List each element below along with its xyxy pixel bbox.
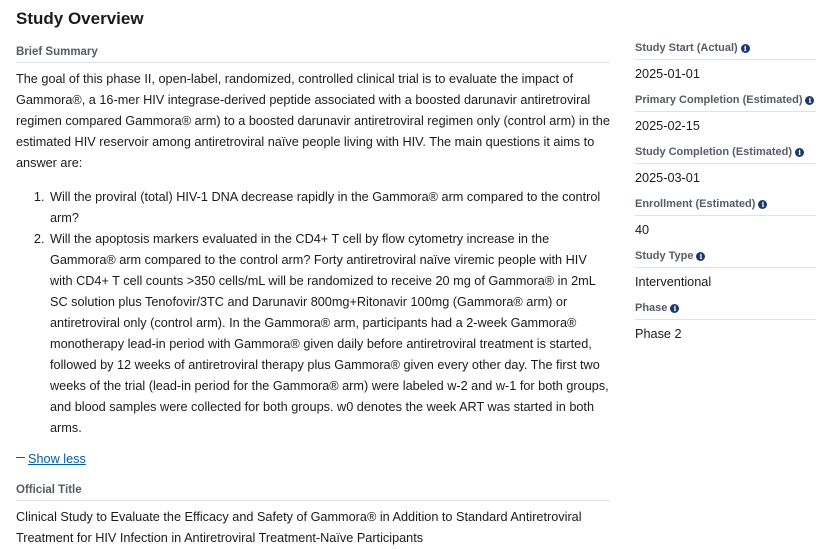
- collapse-dash-icon: [16, 457, 25, 458]
- stat-label: Study Start (Actual) i: [635, 38, 816, 60]
- info-icon[interactable]: i: [696, 252, 705, 261]
- stat-value: Phase 2: [635, 327, 682, 341]
- page-title: Study Overview: [16, 9, 144, 28]
- stat-value: 2025-03-01: [635, 171, 700, 185]
- stat-value: Interventional: [635, 275, 712, 289]
- question-list: [16, 187, 610, 439]
- brief-summary-intro: The goal of this phase II, open-label, randomized, controlled clinical trial is to evaluate the impact of Gammora®, a 16-mer HIV integrase-derived peptide associated with a boosted darunavir antiretroviral regimen compared Gammora® arm) to a boosted darunavir antiretroviral regimen only (control arm) in the estimated HIV reservoir among antiretroviral naïve people living with HIV. The main questions it aims to answer are:: [16, 72, 610, 170]
- stat-label: Phase i: [635, 298, 816, 320]
- show-less-link[interactable]: Show less: [28, 452, 86, 466]
- official-title-label: Official Title: [16, 483, 610, 501]
- stat-phase: [635, 298, 816, 343]
- stat-value: 40: [635, 223, 650, 237]
- stat-value: 2025-01-01: [635, 67, 700, 81]
- stat-label: Study Type i: [635, 246, 816, 268]
- info-icon[interactable]: i: [741, 44, 750, 53]
- info-icon[interactable]: i: [670, 304, 679, 313]
- info-icon[interactable]: i: [758, 200, 767, 209]
- stat-value: 2025-02-15: [635, 119, 700, 133]
- stat-study-start: [635, 38, 816, 83]
- info-icon[interactable]: i: [805, 96, 814, 105]
- brief-summary-label: Brief Summary: [16, 45, 610, 63]
- question-item: 1. Will the proviral (total) HIV-1 DNA decrease rapidly in the Gammora® arm compared to the control arm?: [48, 187, 610, 229]
- stat-enrollment: [635, 194, 816, 239]
- stat-label: Study Completion (Estimated) i: [635, 142, 816, 164]
- stat-study-type: [635, 246, 816, 291]
- info-icon[interactable]: i: [795, 148, 804, 157]
- question-item: 2. Will the apoptosis markers evaluated in the CD4+ T cell by flow cytometry increase in the Gammora® arm compared to the control arm? Forty antiretroviral naïve viremic people with HIV with CD4+ T cell counts >350 cells/mL will be randomized to receive 20 mg of Gammora® in 2mL SC solution plus Tenofovir/3TC and Darunavir 800mg+Ritonavir 100mg (Gammora® arm) or antiretroviral only (control arm). In the Gammora® arm, participants had a 2-week Gammora® monotherapy lead-in period with Gammora® given daily before antiretroviral treatment is started, followed by 12 weeks of antiretroviral therapy plus Gammora® given every other day. The first two weeks of the trial (lead-in period for the Gammora® arm) were labeled w-2 and w-1 for both groups, and blood samples were collected for both groups. w0 denotes the week ART was started in both arms.: [48, 229, 610, 439]
- stat-label: Enrollment (Estimated) i: [635, 194, 816, 216]
- stat-label: Primary Completion (Estimated) i: [635, 90, 816, 112]
- study-dates-sidebar: [635, 38, 816, 350]
- stat-study-completion: [635, 142, 816, 187]
- official-title-text: Clinical Study to Evaluate the Efficacy and Safety of Gammora® in Addition to Standard Antiretroviral Treatment for HIV Infection in Antiretroviral Treatment-Naïve Participants: [16, 510, 582, 545]
- show-less-toggle[interactable]: [16, 450, 610, 468]
- stat-primary-completion: [635, 90, 816, 135]
- main-content: [16, 0, 610, 549]
